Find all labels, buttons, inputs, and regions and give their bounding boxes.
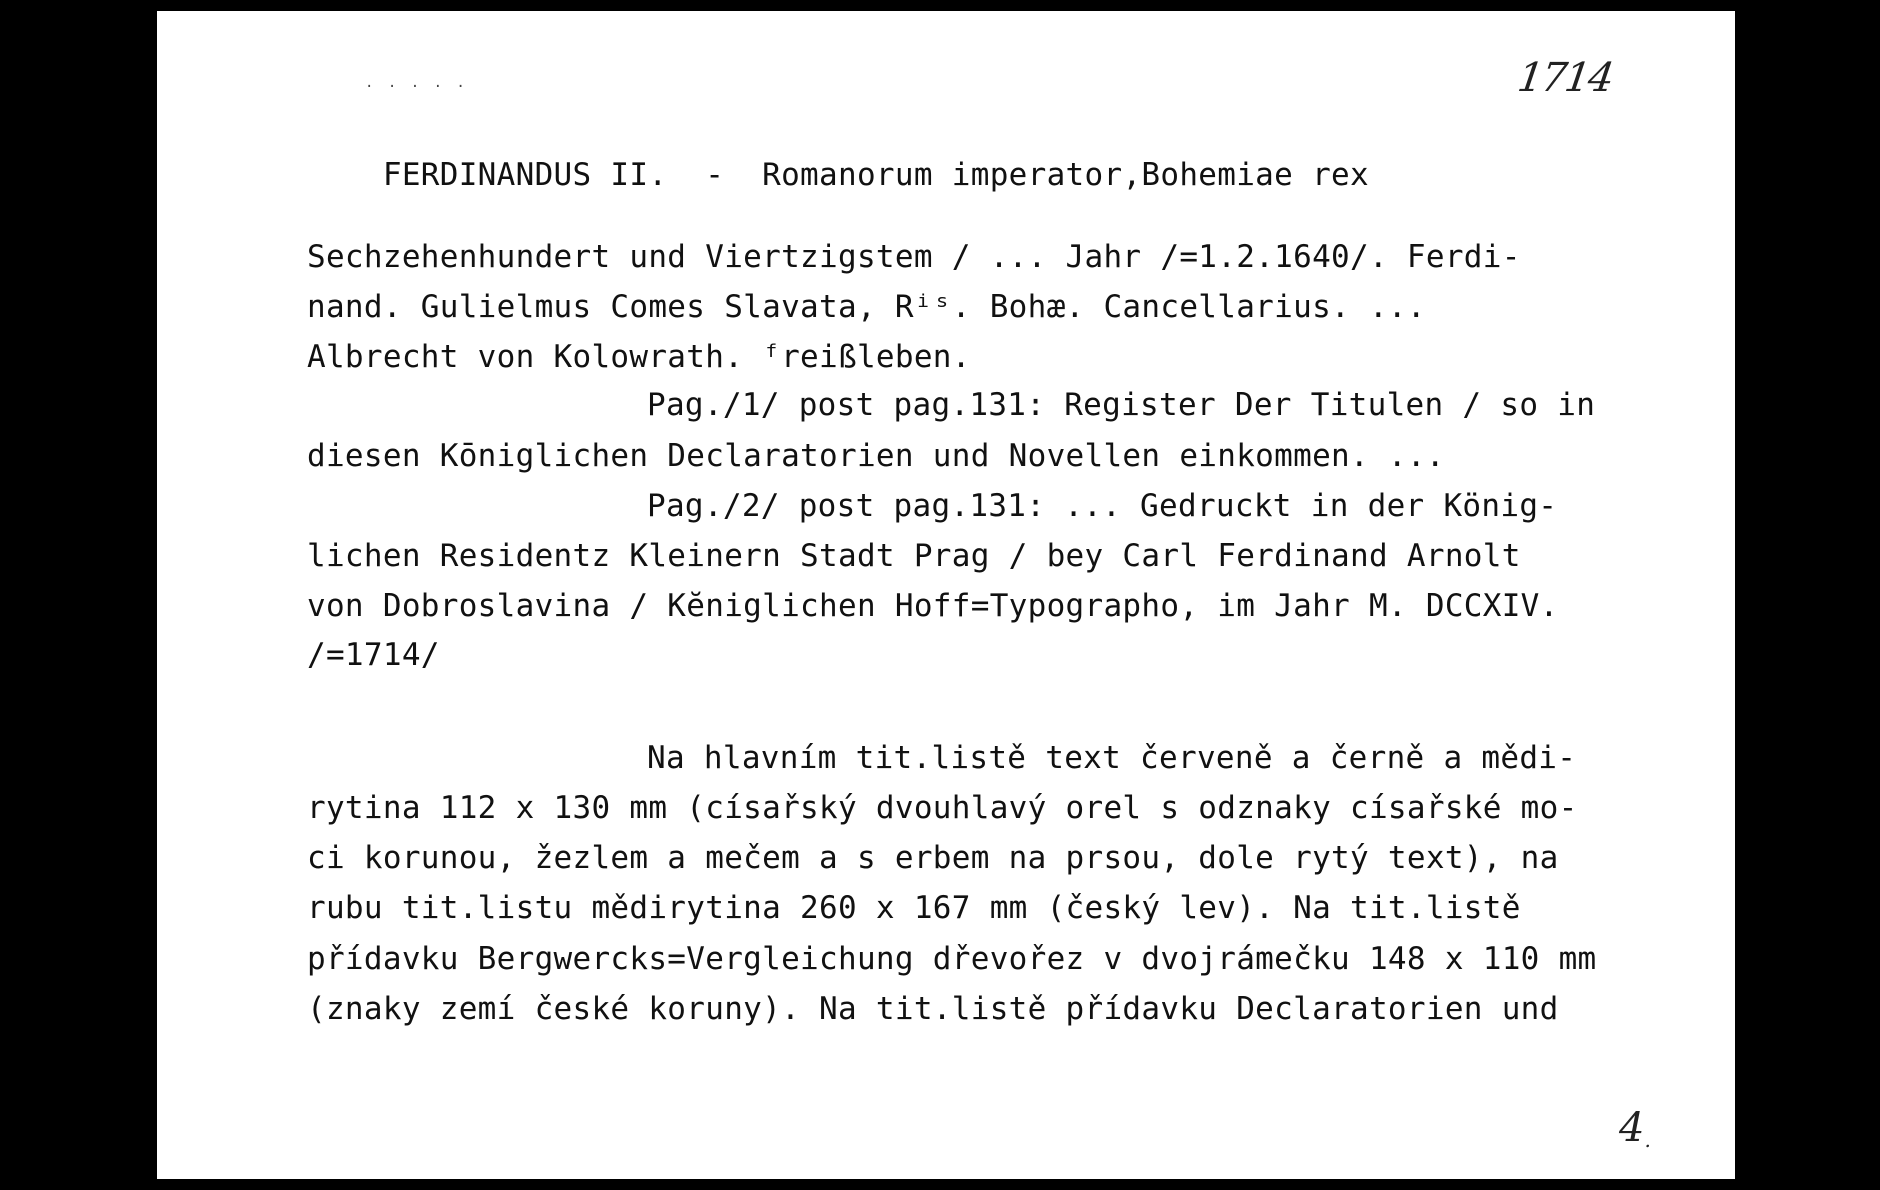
text-line: von Dobroslavina / Kĕniglichen Hoff=Typographo, im Jahr M. DCCXIV.: [307, 588, 1559, 624]
card-heading: [307, 75, 1369, 235]
text-line: /=1714/: [307, 637, 440, 673]
catalog-card: [157, 11, 1735, 1179]
text-line: Albrecht von Kolowrath. ᶠreißleben.: [307, 339, 971, 375]
page-number-digit: 4: [1619, 1105, 1645, 1151]
page-number-dot: .: [1644, 1128, 1651, 1152]
text-line: Na hlavním tit.listě text červeně a černě a mědi-: [647, 740, 1577, 776]
text-line: rubu tit.listu mědirytina 260 x 167 mm (český lev). Na tit.listě: [307, 890, 1521, 926]
text-line: (znaky zemí české koruny). Na tit.listě přídavku Declaratorien und: [307, 991, 1559, 1027]
text-line: ci korunou, žezlem a mečem a s erbem na prsou, dole rytý text), na: [307, 840, 1559, 876]
text-line: nand. Gulielmus Comes Slavata, Rⁱˢ. Bohæ. Cancellarius. ...: [307, 289, 1426, 325]
text-line: lichen Residentz Kleinern Stadt Prag / bey Carl Ferdinand Arnolt: [307, 538, 1521, 574]
page-number: [1619, 1105, 1651, 1152]
text-line: Sechzehenhundert und Viertzigstem / ... Jahr /=1.2.1640/. Ferdi-: [307, 239, 1521, 275]
text-line: rytina 112 x 130 mm (císařský dvouhlavý orel s odznaky císařské mo-: [307, 790, 1578, 826]
text-line: diesen Kōniglichen Declaratorien und Novellen einkommen. ...: [307, 438, 1445, 474]
handwritten-number: 1714: [1514, 55, 1616, 101]
heading-text: FERDINANDUS II. - Romanorum imperator,Bohemiae rex: [382, 157, 1369, 193]
text-line: Pag./2/ post pag.131: ... Gedruckt in der König-: [647, 488, 1558, 524]
heading-marks: . . . . .: [365, 75, 468, 91]
text-line: Pag./1/ post pag.131: Register Der Titulen / so in: [647, 387, 1596, 423]
text-line: přídavku Bergwercks=Vergleichung dřevořez v dvojrámečku 148 x 110 mm: [307, 941, 1597, 977]
